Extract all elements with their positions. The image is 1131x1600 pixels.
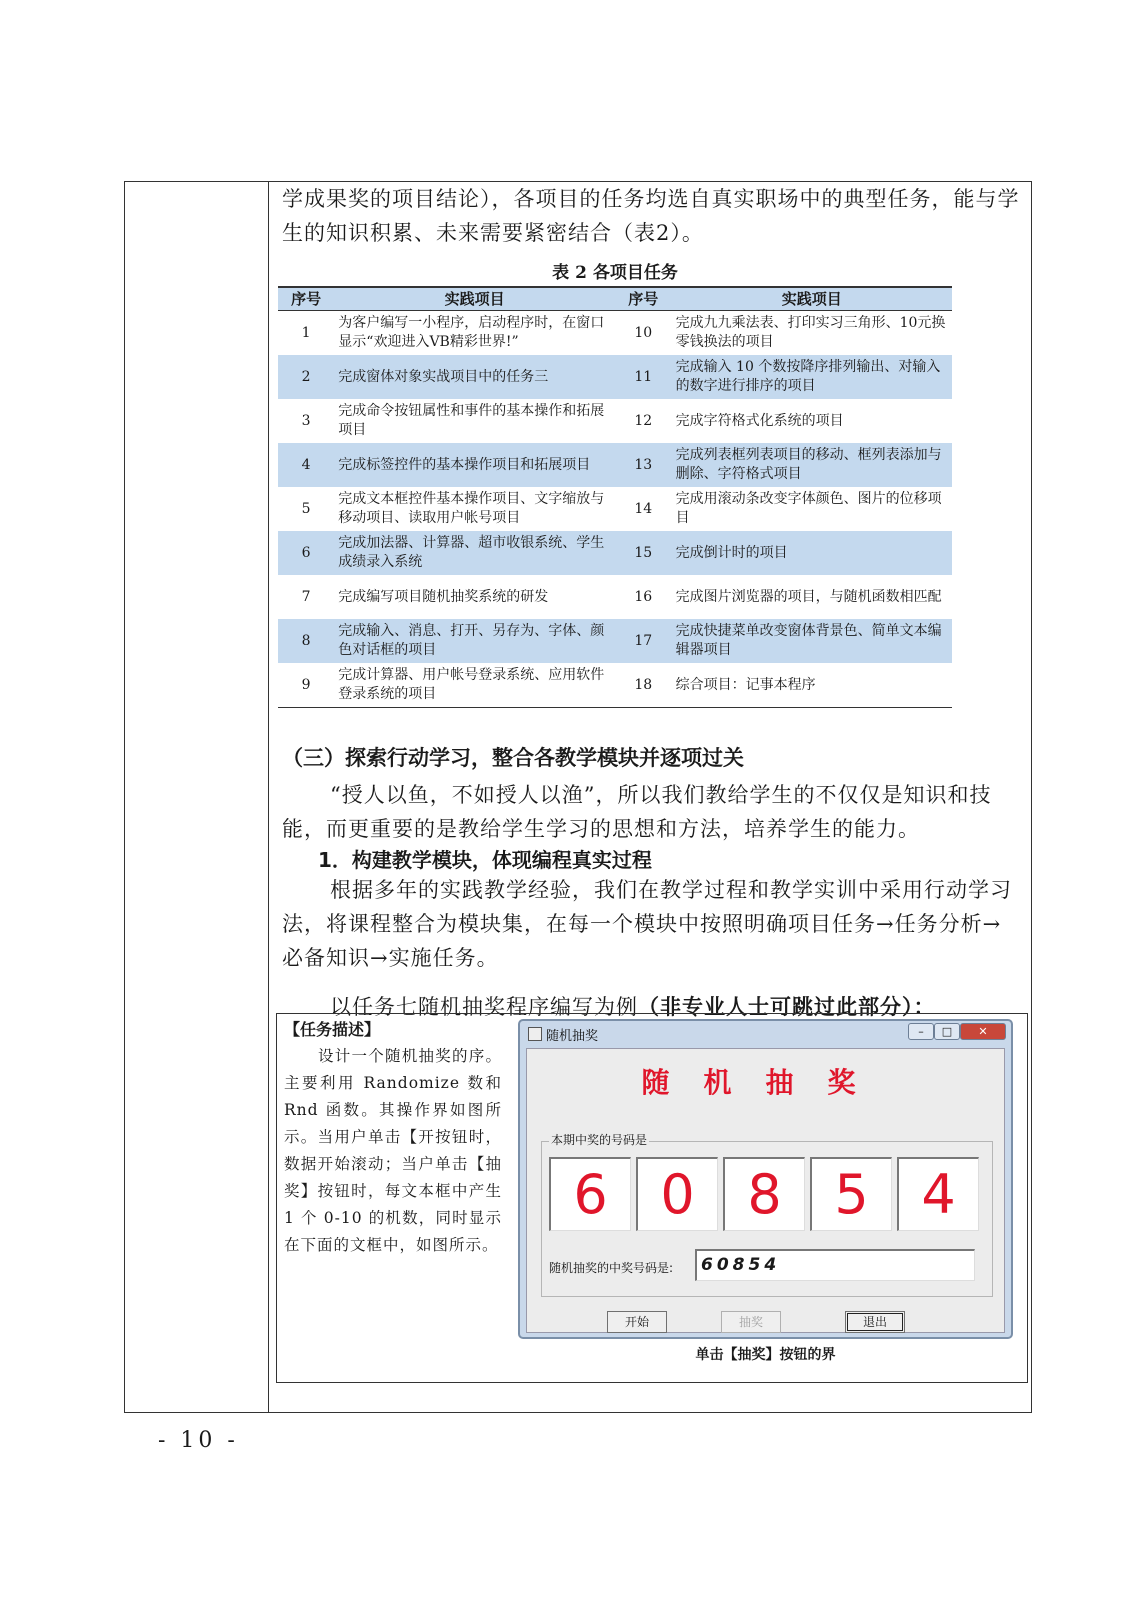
- header-index-1: 序号: [278, 287, 334, 311]
- example-note: （非专业人士可跳过此部分）：: [638, 995, 936, 1019]
- row-index: 11: [615, 355, 672, 399]
- digit-box-4[interactable]: 5: [810, 1157, 892, 1231]
- row-project: 完成快捷菜单改变窗体背景色、简单文本编辑器项目: [672, 619, 952, 663]
- row-index: 17: [615, 619, 672, 663]
- row-project: 综合项目：记事本程序: [672, 663, 952, 708]
- task-description: [284, 1016, 502, 1259]
- digit-box-1[interactable]: 6: [549, 1157, 631, 1231]
- figure-caption: 单击【抽奖】按钮的界: [695, 1347, 836, 1363]
- task-description-title: 【任务描述】: [284, 1020, 381, 1039]
- row-project: 完成九九乘法表、打印实习三角形、10元换零钱换法的项目: [675, 315, 946, 350]
- row-project: 完成文本框控件基本操作项目、文字缩放与移动项目、读取用户帐号项目: [338, 491, 605, 526]
- header-project-1: 实践项目: [334, 287, 615, 311]
- row-project: 完成输入 10 个数按降序排列输出、对输入的数字进行排序的项目: [672, 355, 952, 399]
- row-project: 完成倒计时的项目: [672, 531, 952, 575]
- maximize-button[interactable]: □: [934, 1023, 960, 1040]
- row-project: 完成加法器、计算器、超市收银系统、学生成绩录入系统: [334, 531, 615, 575]
- minimize-button[interactable]: –: [908, 1023, 934, 1040]
- window-client: [526, 1048, 1005, 1333]
- exit-button[interactable]: 退出: [845, 1311, 905, 1333]
- page-number: - 10 -: [158, 1428, 239, 1453]
- row-project: 完成命令按钮属性和事件的基本操作和拓展项目: [338, 403, 605, 438]
- window-titlebar[interactable]: [520, 1021, 1011, 1047]
- lottery-window: [518, 1019, 1013, 1339]
- window-title: 随机抽奖: [546, 1029, 599, 1044]
- subsection1-paragraph: 根据多年的实践教学经验，我们在教学过程和教学实训中采用行动学习法，将课程整合为模块集，在每一个模块中按照明确项目任务→任务分析→必备知识→实施任务。: [282, 878, 1012, 970]
- app-icon: [528, 1027, 542, 1041]
- row-project: 完成编写项目随机抽奖系统的研发: [338, 588, 549, 605]
- row-project: 完成计算器、用户帐号登录系统、应用软件登录系统的项目: [334, 663, 615, 708]
- tasks-table: [278, 286, 952, 708]
- row-project: 完成列表框列表项目的移动、框列表添加与删除、字符格式项目: [672, 443, 952, 487]
- table-row: [278, 355, 952, 399]
- table-row: [278, 443, 952, 487]
- row-project: 完成字符格式化系统的项目: [675, 412, 844, 429]
- close-button[interactable]: ✕: [960, 1023, 1006, 1040]
- row-index: 4: [278, 443, 334, 487]
- row-project: 完成标签控件的基本操作项目和拓展项目: [334, 443, 615, 487]
- frame-label: 本期中奖的号码是: [551, 1133, 648, 1147]
- result-textbox[interactable]: 60854: [695, 1249, 975, 1281]
- header-project-2: 实践项目: [672, 287, 952, 311]
- table-row: [278, 531, 952, 575]
- row-index: 13: [615, 443, 672, 487]
- row-project: 完成用滚动条改变字体颜色、图片的位移项目: [675, 491, 942, 526]
- row-index: 3: [301, 412, 311, 429]
- table-row: [278, 575, 952, 619]
- result-label: 随机抽奖的中奖号码是:: [549, 1261, 674, 1275]
- table-row: [278, 311, 952, 356]
- row-index: 14: [634, 500, 653, 517]
- row-index: 5: [301, 500, 311, 517]
- row-index: 15: [615, 531, 672, 575]
- row-index: 6: [278, 531, 334, 575]
- table-caption: 表 2 各项目任务: [552, 263, 678, 283]
- row-project: 完成窗体对象实战项目中的任务三: [334, 355, 615, 399]
- digit-box-2[interactable]: 0: [636, 1157, 718, 1231]
- example-intro: 以任务七随机抽奖程序编写为例: [330, 995, 638, 1019]
- row-index: 18: [615, 663, 672, 708]
- row-index: 2: [278, 355, 334, 399]
- task-description-body: 设计一个随机抽奖的序。主要利用 Randomize 数和 Rnd 函数。其操作界如图所示。当用户单击【开按钮时，数据开始滚动；当户单击【抽奖】按钮时，每文本框中产生 1 个 0-10 的机数，同时显示在下面的文框中，如图所示。: [284, 1047, 502, 1254]
- row-index: 8: [278, 619, 334, 663]
- row-index: 12: [634, 412, 653, 429]
- draw-button[interactable]: 抽奖: [721, 1311, 781, 1333]
- section3-heading: （三）探索行动学习，整合各教学模块并逐项过关: [282, 746, 744, 770]
- row-project: 完成输入、消息、打开、另存为、字体、颜色对话框的项目: [334, 619, 615, 663]
- lottery-banner: 随机抽奖: [641, 1066, 890, 1099]
- column-divider: [268, 181, 269, 1413]
- table-row: [278, 663, 952, 708]
- row-index: 16: [634, 588, 653, 605]
- section3-paragraph: “授人以鱼，不如授人以渔”，所以我们教给学生的不仅仅是知识和技能，而更重要的是教给学生学习的思想和方法，培养学生的能力。: [282, 783, 992, 841]
- row-index: 7: [301, 588, 311, 605]
- header-index-2: 序号: [615, 287, 672, 311]
- row-index: 1: [301, 324, 311, 341]
- subsection1-heading: 1．构建教学模块，体现编程真实过程: [318, 848, 652, 872]
- start-button[interactable]: 开始: [607, 1311, 667, 1333]
- digit-box-3[interactable]: 8: [723, 1157, 805, 1231]
- row-index: 10: [634, 324, 653, 341]
- table-row: [278, 619, 952, 663]
- row-project: 为客户编写一小程序，启动程序时，在窗口显示“欢迎进入VB精彩世界!”: [338, 315, 605, 350]
- table-row: [278, 487, 952, 531]
- row-project: 完成图片浏览器的项目，与随机函数相匹配: [675, 588, 942, 605]
- row-index: 9: [278, 663, 334, 708]
- digit-box-5[interactable]: 4: [897, 1157, 979, 1231]
- table-row: [278, 399, 952, 443]
- intro-paragraph: 学成果奖的项目结论），各项目的任务均选自真实职场中的典型任务，能与学生的知识积累、未来需要紧密结合（表2）。: [282, 187, 1020, 245]
